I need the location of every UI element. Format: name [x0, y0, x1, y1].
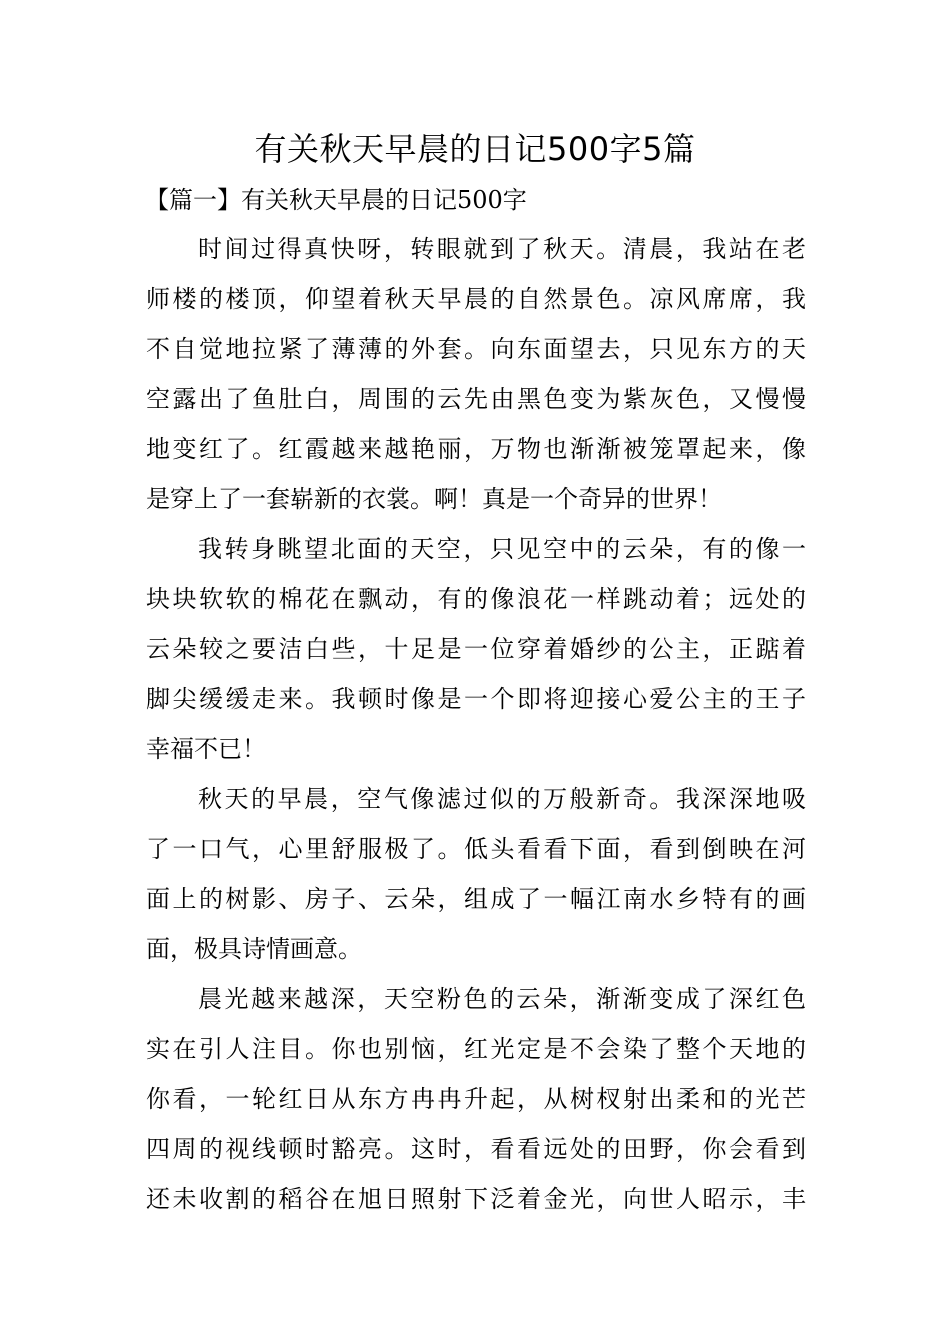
text-line: 还未收割的稻谷在旭日照射下泛着金光，向世人昭示，丰	[146, 1185, 806, 1213]
text-line: 幸福不已！	[146, 735, 266, 763]
text-line: 秋天的早晨，空气像滤过似的万般新奇。我深深地吸	[198, 785, 806, 813]
text-line: 面上的树影、房子、云朵，组成了一幅江南水乡特有的画	[146, 885, 806, 913]
text-line: 空露出了鱼肚白，周围的云先由黑色变为紫灰色，又慢慢	[146, 385, 806, 413]
text-line: 师楼的楼顶，仰望着秋天早晨的自然景色。凉风席席，我	[146, 285, 806, 313]
text-line: 块块软软的棉花在飘动，有的像浪花一样跳动着；远处的	[146, 585, 806, 613]
text-line: 脚尖缓缓走来。我顿时像是一个即将迎接心爱公主的王子	[146, 685, 806, 713]
text-line: 你看，一轮红日从东方冉冉升起，从树杈射出柔和的光芒	[146, 1085, 806, 1113]
text-line: 实在引人注目。你也别恼，红光定是不会染了整个天地的	[146, 1035, 806, 1063]
document-title: 有关秋天早晨的日记500字5篇	[254, 130, 696, 168]
text-line: 不自觉地拉紧了薄薄的外套。向东面望去，只见东方的天	[146, 335, 806, 363]
text-line: 了一口气，心里舒服极了。低头看看下面，看到倒映在河	[146, 835, 806, 863]
text-line: 我转身眺望北面的天空，只见空中的云朵，有的像一	[198, 535, 806, 563]
text-line: 云朵较之要洁白些，十足是一位穿着婚纱的公主，正踮着	[146, 635, 806, 663]
article-body	[146, 229, 806, 1229]
text-line: 地变红了。红霞越来越艳丽，万物也渐渐被笼罩起来，像	[146, 435, 806, 463]
text-line: 面，极具诗情画意。	[146, 935, 362, 963]
section-heading: 【篇一】有关秋天早晨的日记500字	[145, 186, 527, 214]
text-line: 是穿上了一套崭新的衣裳。啊！真是一个奇异的世界！	[146, 485, 722, 513]
text-line: 四周的视线顿时豁亮。这时，看看远处的田野，你会看到	[146, 1135, 806, 1163]
text-line: 晨光越来越深，天空粉色的云朵，渐渐变成了深红色	[198, 985, 806, 1013]
text-line: 时间过得真快呀，转眼就到了秋天。清晨，我站在老	[198, 235, 806, 263]
